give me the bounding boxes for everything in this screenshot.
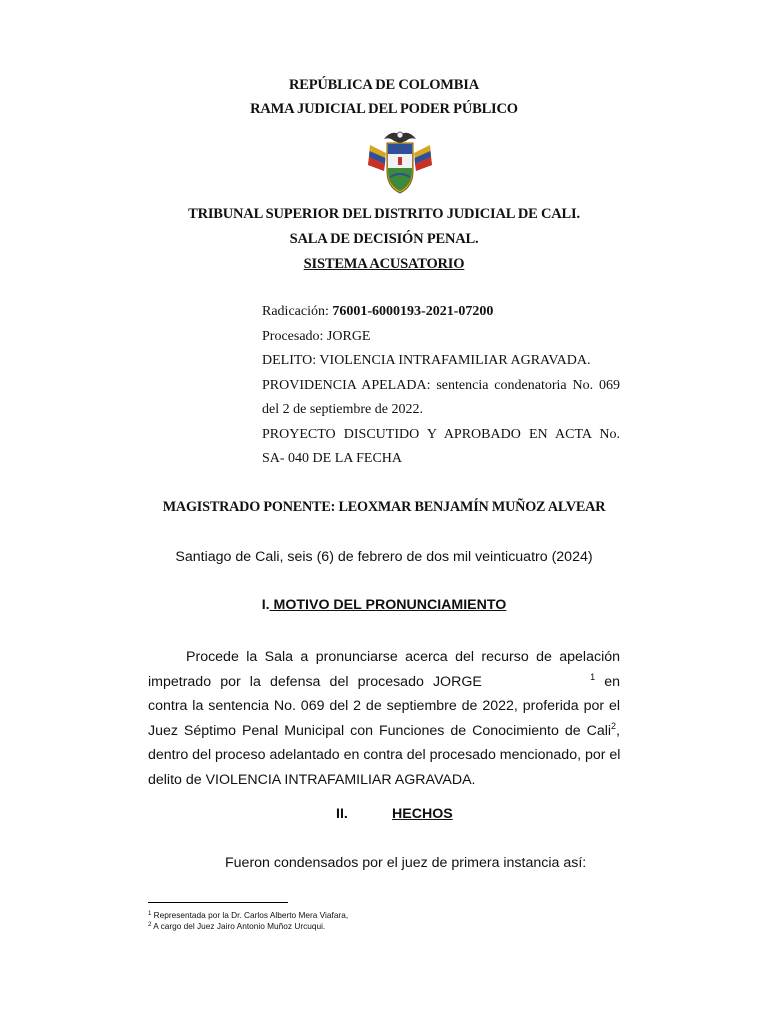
sala-name: SALA DE DECISIÓN PENAL. — [289, 231, 479, 247]
section-2-title: HECHOS — [392, 806, 453, 822]
magistrado-ponente: MAGISTRADO PONENTE: LEOXMAR BENJAMÍN MUÑOZ ALVEAR — [162, 499, 606, 515]
providencia-row: PROVIDENCIA APELADA: sentencia condenatoria No. 069 — [262, 377, 620, 393]
paragraph-text: Juez Séptimo Penal Municipal con Funciones de Conocimiento de Cali — [148, 722, 612, 739]
sistema-title: SISTEMA ACUSATORIO — [303, 256, 465, 272]
footnote-divider — [148, 902, 288, 903]
footnote-2 — [148, 921, 325, 931]
paragraph-line — [148, 719, 620, 744]
delito-row — [262, 349, 620, 374]
case-metadata — [262, 300, 620, 472]
procesado-text: Procesado: JORGE — [262, 328, 371, 344]
section-1-number: I. — [261, 597, 270, 613]
redacted-name — [491, 685, 581, 686]
paragraph-line: contra la sentencia No. 069 del 2 de septiembre de 2022, proferida por el — [148, 698, 620, 715]
motivo-paragraph — [148, 645, 620, 793]
header-rama-judicial: RAMA JUDICIAL DEL PODER PÚBLICO — [250, 101, 518, 117]
footnote-ref-2: 2 — [611, 720, 617, 731]
radicacion-value: 76001-6000193-2021-07200 — [332, 304, 494, 319]
footnote-1-mark: 1 — [148, 911, 152, 917]
radicacion-label: Radicación: — [262, 304, 329, 319]
proyecto-row-cont: SA- 040 DE LA FECHA — [262, 451, 403, 466]
paragraph-text: impetrado por la defensa del procesado JORGE — [148, 673, 482, 690]
paragraph-text: en — [604, 673, 620, 690]
proyecto-row: PROYECTO DISCUTIDO Y APROBADO EN ACTA No. — [262, 426, 620, 442]
providencia-row-cont: del 2 de septiembre de 2022. — [262, 402, 423, 417]
radicacion-row — [262, 300, 620, 325]
tribunal-name: TRIBUNAL SUPERIOR DEL DISTRITO JUDICIAL DE CALI. — [188, 206, 580, 222]
footnote-2-text: A cargo del Juez Jairo Antonio Muñoz Urcuqui. — [153, 921, 326, 931]
paragraph-line: Procede la Sala a pronunciarse acerca del recurso de apelación — [186, 649, 620, 665]
hechos-intro: Fueron condensados por el juez de primera instancia así: — [225, 855, 587, 871]
paragraph-line — [148, 670, 620, 695]
paragraph-text: , — [616, 722, 620, 739]
footnote-ref-1: 1 — [590, 671, 596, 682]
footnote-1 — [148, 910, 348, 920]
footnote-2-mark: 2 — [148, 922, 152, 928]
coat-of-arms-colombia-icon — [364, 127, 436, 199]
footnote-1-text: Representada por la Dr. Carlos Alberto Mera Viafara, — [153, 910, 349, 920]
paragraph-line: delito de VIOLENCIA INTRAFAMILIAR AGRAVADA. — [148, 771, 476, 788]
section-2-number: II. — [336, 806, 348, 822]
delito-text: DELITO: VIOLENCIA INTRAFAMILIAR AGRAVADA. — [262, 353, 591, 368]
paragraph-line: dentro del proceso adelantado en contra del procesado mencionado, por el — [148, 747, 621, 764]
date-line: Santiago de Cali, seis (6) de febrero de dos mil veinticuatro (2024) — [175, 549, 593, 565]
procesado-row — [262, 325, 620, 350]
section-1-heading — [0, 597, 768, 613]
header-country: REPÚBLICA DE COLOMBIA — [289, 77, 479, 93]
section-1-title: MOTIVO DEL PRONUNCIAMIENTO — [269, 597, 507, 613]
